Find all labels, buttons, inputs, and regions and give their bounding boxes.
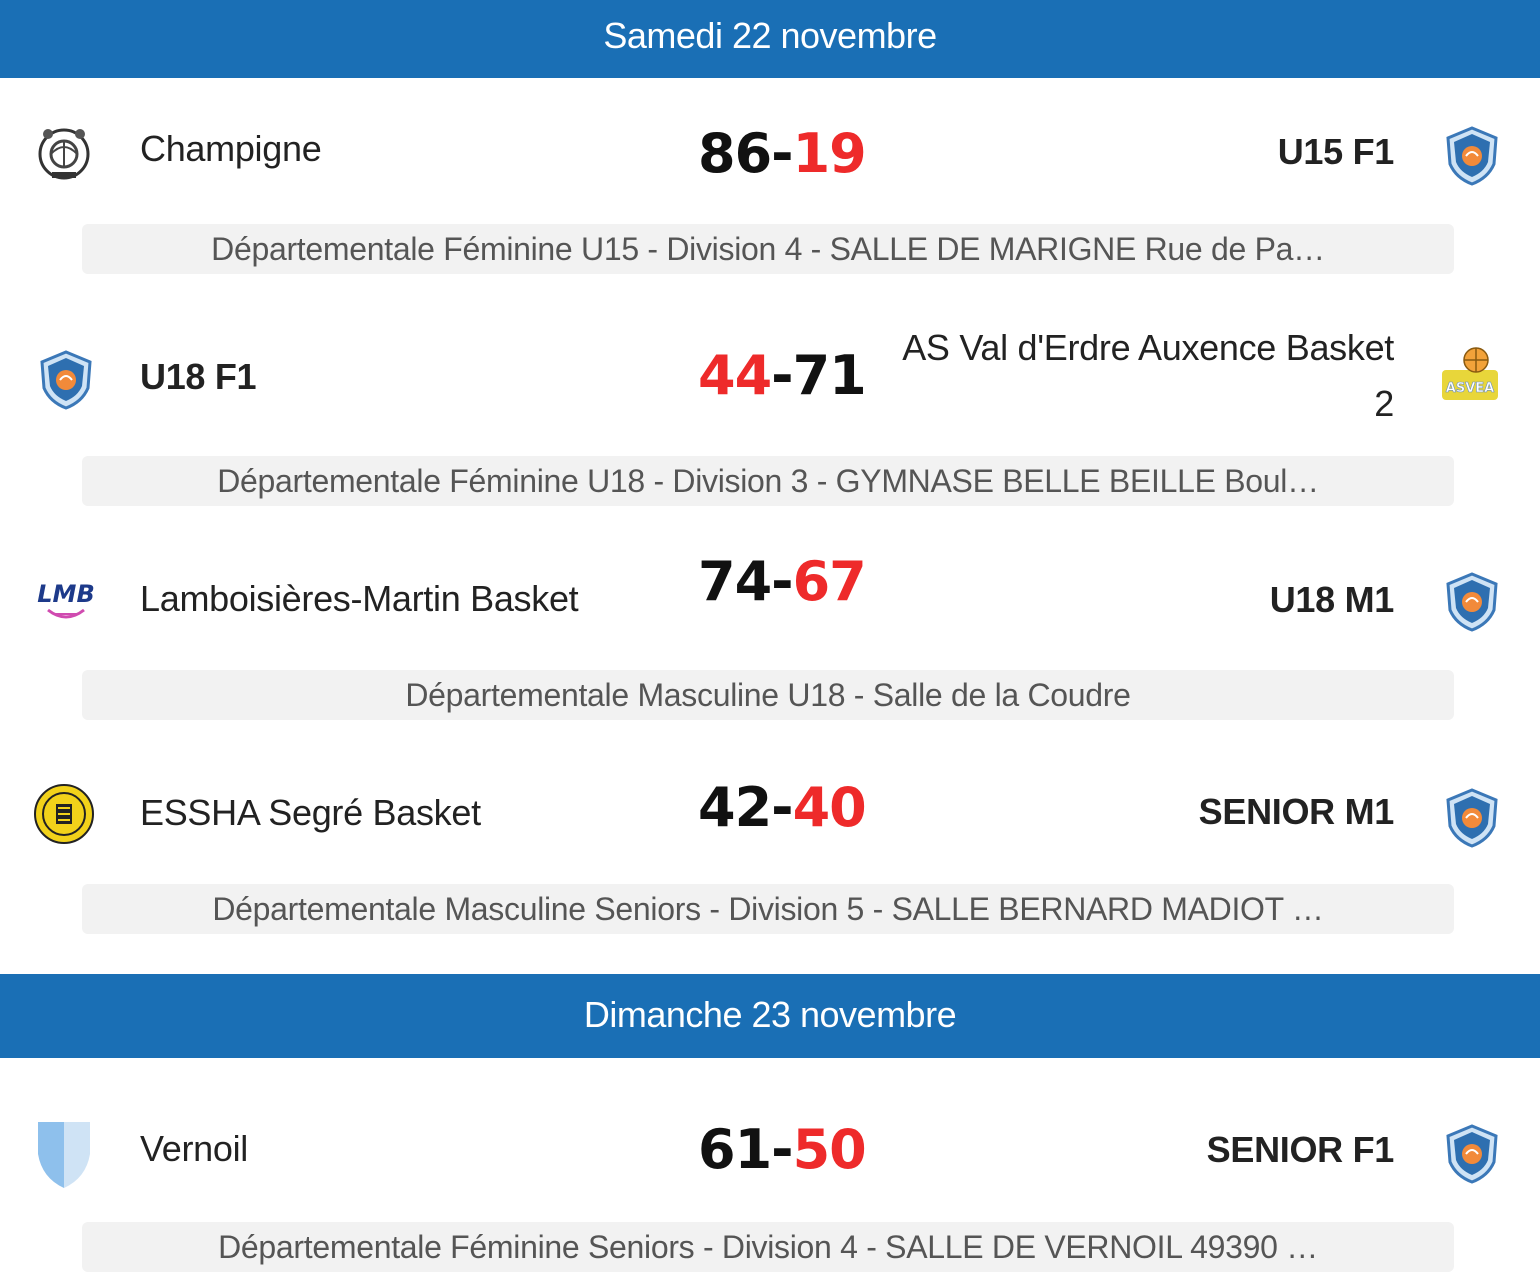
- home-team[interactable]: U18 F1: [140, 356, 257, 397]
- score: [698, 122, 866, 185]
- home-score: 42: [698, 776, 772, 839]
- away-score: 19: [792, 122, 866, 185]
- home-team[interactable]: Lamboisières-Martin Basket: [140, 578, 579, 619]
- away-team[interactable]: [902, 320, 1394, 432]
- home-team[interactable]: ESSHA Segré Basket: [140, 792, 481, 833]
- club-shield-icon: [1440, 786, 1504, 850]
- day-header-saturday: Samedi 22 novembre: [0, 0, 1540, 78]
- score-separator: -: [771, 550, 793, 613]
- home-score: 61: [698, 1118, 772, 1181]
- asvea-logo: [1438, 342, 1502, 406]
- away-team-number: 2: [1374, 383, 1394, 424]
- score: [698, 1118, 866, 1181]
- match-info: Départementale Féminine U15 - Division 4 - SALLE DE MARIGNE Rue de Pa…: [82, 224, 1454, 274]
- match-info: Départementale Masculine U18 - Salle de la Coudre: [82, 670, 1454, 720]
- asvea-logo-text: ASVEA: [1445, 381, 1495, 396]
- day-header-sunday: Dimanche 23 novembre: [0, 974, 1540, 1058]
- score-separator: -: [771, 776, 793, 839]
- score: [698, 344, 866, 407]
- score-separator: -: [771, 122, 793, 185]
- score: [698, 776, 866, 839]
- home-team[interactable]: Vernoil: [140, 1128, 248, 1169]
- vernoil-logo: [32, 1118, 96, 1190]
- away-team[interactable]: U15 F1: [1277, 131, 1394, 172]
- home-score: 86: [698, 122, 772, 185]
- away-score: 50: [792, 1118, 866, 1181]
- score-separator: -: [771, 1118, 793, 1181]
- away-team[interactable]: SENIOR F1: [1206, 1129, 1394, 1170]
- club-shield-icon: [1440, 1122, 1504, 1186]
- away-team-name: AS Val d'Erdre Auxence Basket: [902, 327, 1394, 368]
- match-row[interactable]: [0, 78, 1540, 278]
- lmb-logo: [34, 568, 98, 632]
- match-row[interactable]: [0, 746, 1540, 946]
- match-row[interactable]: [0, 530, 1540, 730]
- home-team[interactable]: Champigne: [140, 128, 322, 169]
- home-score: 44: [698, 344, 772, 407]
- club-shield-icon: [34, 348, 98, 412]
- champigne-logo: [32, 120, 96, 184]
- match-info: Départementale Masculine Seniors - Division 5 - SALLE BERNARD MADIOT …: [82, 884, 1454, 934]
- match-row[interactable]: [0, 310, 1540, 510]
- match-info: Départementale Féminine Seniors - Division 4 - SALLE DE VERNOIL 49390 …: [82, 1222, 1454, 1272]
- essha-logo: [32, 782, 96, 846]
- lmb-logo-text: LMB: [37, 580, 95, 608]
- score-separator: -: [771, 344, 793, 407]
- match-row[interactable]: [0, 1058, 1540, 1272]
- club-shield-icon: [1440, 124, 1504, 188]
- away-score: 67: [792, 550, 866, 613]
- score: [698, 550, 866, 613]
- away-team[interactable]: SENIOR M1: [1198, 791, 1394, 832]
- away-score: 71: [792, 344, 866, 407]
- club-shield-icon: [1440, 570, 1504, 634]
- home-score: 74: [698, 550, 772, 613]
- away-score: 40: [792, 776, 866, 839]
- match-info: Départementale Féminine U18 - Division 3 - GYMNASE BELLE BEILLE Boul…: [82, 456, 1454, 506]
- away-team[interactable]: U18 M1: [1269, 579, 1394, 620]
